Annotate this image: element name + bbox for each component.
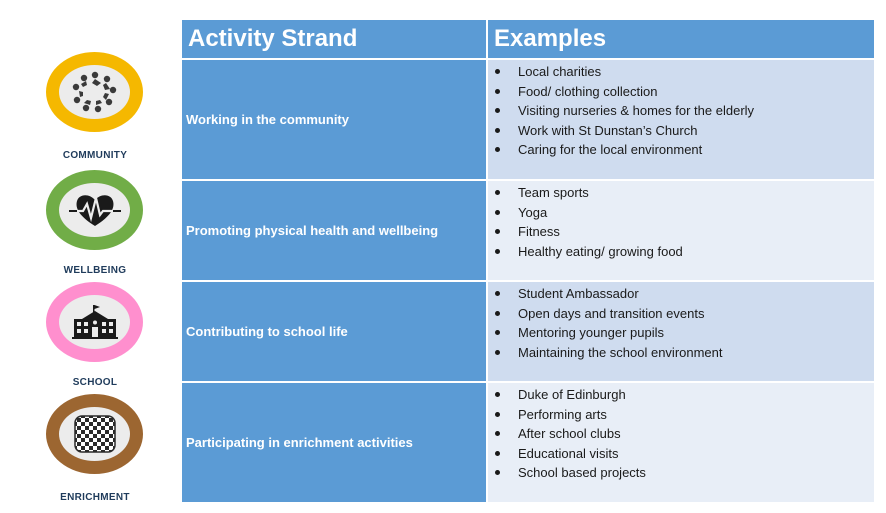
activity-table: [180, 18, 876, 504]
wellbeing-badge: [46, 170, 143, 250]
table-row: [181, 281, 875, 382]
enrichment-badge: [46, 394, 143, 474]
list-item: Mentoring younger pupils: [518, 323, 874, 343]
list-item: Healthy eating/ growing food: [518, 242, 874, 262]
table-row: [181, 59, 875, 180]
list-item: Visiting nurseries & homes for the elderly: [518, 101, 874, 121]
checkerboard-icon: [73, 414, 117, 454]
strand-cell: Promoting physical health and wellbeing: [181, 180, 487, 281]
list-item: Work with St Dunstan’s Church: [518, 121, 874, 141]
examples-cell: [487, 382, 875, 503]
list-item: Caring for the local environment: [518, 140, 874, 160]
list-item: Performing arts: [518, 405, 874, 425]
list-item: Local charities: [518, 62, 874, 82]
list-item: Open days and transition events: [518, 304, 874, 324]
examples-cell: [487, 281, 875, 382]
table-header-row: [181, 19, 875, 59]
list-item: School based projects: [518, 463, 874, 483]
wellbeing-label: WELLBEING: [63, 265, 127, 276]
list-item: Educational visits: [518, 444, 874, 464]
list-item: After school clubs: [518, 424, 874, 444]
list-item: Team sports: [518, 183, 874, 203]
strand-cell: Participating in enrichment activities: [181, 382, 487, 503]
list-item: Duke of Edinburgh: [518, 385, 874, 405]
examples-cell: [487, 180, 875, 281]
strand-cell: Working in the community: [181, 59, 487, 180]
community-badge: [46, 52, 143, 132]
school-badge: [46, 282, 143, 362]
strand-cell: Contributing to school life: [181, 281, 487, 382]
table-row: [181, 180, 875, 281]
enrichment-label: ENRICHMENT: [60, 492, 130, 503]
heart-pulse-icon: [67, 190, 123, 230]
school-label: SCHOOL: [72, 377, 118, 388]
community-circle-icon: [68, 70, 122, 114]
list-item: Yoga: [518, 203, 874, 223]
list-item: Food/ clothing collection: [518, 82, 874, 102]
community-label: COMMUNITY: [62, 150, 128, 161]
list-item: Student Ambassador: [518, 284, 874, 304]
activity-strand-header: Activity Strand: [181, 19, 487, 59]
list-item: Fitness: [518, 222, 874, 242]
table-row: [181, 382, 875, 503]
school-building-icon: [70, 303, 120, 341]
list-item: Maintaining the school environment: [518, 343, 874, 363]
examples-cell: [487, 59, 875, 180]
examples-header: Examples: [487, 19, 875, 59]
